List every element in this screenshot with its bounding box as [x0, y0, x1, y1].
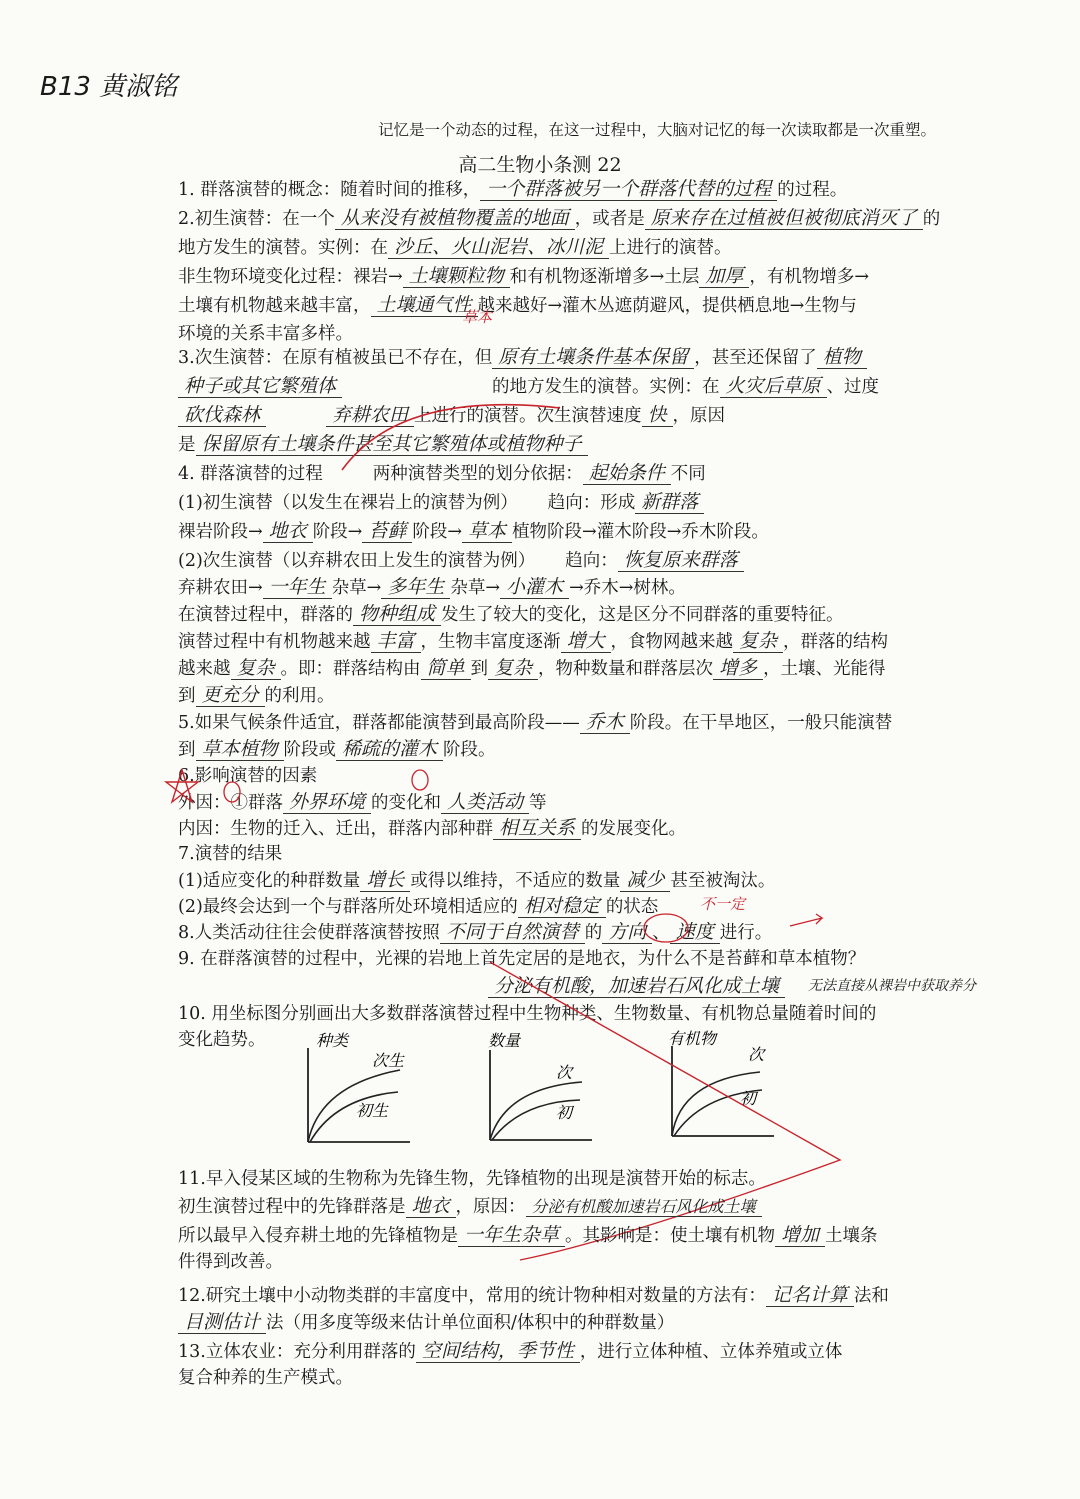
question-13-line-1: 13.立体农业：充分利用群落的 空间结构，季节性 ，进行立体种植、立体养殖或立体 — [178, 1340, 843, 1362]
question-3-line-3: 砍伐森林 弃耕农田 上进行的演替。次生演替速度 快 ，原因 — [178, 404, 725, 427]
question-4-line-7: 演替过程中有机物越来越 丰富 ，生物丰富度逐渐 增大 ，食物网越来越 复杂 ，群落的结构 — [178, 630, 889, 652]
answer-blank: 分泌有机酸加速岩石风化成土壤 — [526, 1197, 762, 1217]
answer-blank: 起始条件 — [583, 462, 671, 485]
answer-blank: 相互关系 — [493, 817, 581, 840]
answer-blank: 更充分 — [196, 684, 265, 707]
answer-blank: 相对稳定 — [518, 895, 606, 918]
answer-blank: 一个群落被另一个群落代替的过程 — [480, 178, 777, 201]
question-1: 1. 群落演替的概念：随着时间的推移， 一个群落被另一个群落代替的过程 的过程。 — [178, 178, 848, 200]
answer-blank: 丰富 — [371, 630, 421, 653]
header-quote: 记忆是一个动态的过程，在这一过程中，大脑对记忆的每一次读取都是一次重塑。 — [378, 121, 937, 139]
question-4-line-3: 裸岩阶段→ 地衣 阶段→ 苔藓 阶段→ 草本 植物阶段→灌木阶段→乔木阶段。 — [178, 520, 769, 542]
handwritten-signature: B13 黄淑铭 — [40, 72, 178, 102]
question-3-line-2: 种子或其它繁殖体 的地方发生的演替。实例：在 火灾后草原 、过度 — [178, 375, 879, 398]
answer-blank: 小灌木 — [500, 576, 569, 599]
answer-blank: 复杂 — [488, 657, 538, 680]
arrow-icon — [790, 914, 822, 926]
red-check-stroke — [342, 405, 560, 470]
y-label: 数量 — [488, 1031, 521, 1050]
red-note-herb: 草本 — [462, 308, 493, 326]
upper-label: 次 — [556, 1063, 573, 1082]
question-8: 8.人类活动往往会使群落演替按照 不同于自然演替 的 方向 、 速度 进行。 — [178, 921, 773, 943]
circle-mark-icon — [224, 782, 240, 802]
answer-blank: 乔木 — [580, 711, 630, 734]
lower-label: 初 — [556, 1103, 573, 1122]
answer-blank: 地衣 — [406, 1195, 456, 1218]
star-mark-icon — [166, 770, 198, 802]
answer-blank: 方向 — [602, 921, 652, 944]
answer-blank: 原来存在过植被但被彻底消灭了 — [645, 207, 923, 230]
answer-blank: 增大 — [561, 630, 611, 653]
question-7-heading: 7.演替的结果 — [178, 844, 283, 864]
question-5-line-1: 5.如果气候条件适宜，群落都能演替到最高阶段—— 乔木 阶段。在干旱地区，一般只能演替 — [178, 711, 893, 733]
answer-blank: 减少 — [620, 869, 670, 892]
answer-blank: 记名计算 — [766, 1284, 854, 1307]
answer-blank: 增加 — [775, 1224, 825, 1247]
question-2-line-2: 地方发生的演替。实例：在 沙丘、火山泥岩、冰川泥 上进行的演替。 — [178, 236, 732, 258]
red-note-not-necessarily: 不一定 — [700, 895, 746, 913]
answer-blank: 简单 — [421, 657, 471, 680]
question-9: 9. 在群落演替的过程中，光裸的岩地上首先定居的是地衣，为什么不是苔藓和草本植物？ — [178, 949, 866, 969]
question-4-line-8: 越来越 复杂 。即：群落结构由 简单 到 复杂 ，物种数量和群落层次 增多 ，土壤、光能得 — [178, 657, 886, 679]
question-6-line-2: 内因：生物的迁入、迁出，群落内部种群 相互关系 的发展变化。 — [178, 817, 687, 839]
answer-blank: 植物 — [817, 346, 867, 369]
answer-blank: 复杂 — [231, 657, 281, 680]
answer-blank: 恢复原来群落 — [618, 549, 744, 572]
answer-blank: 物种组成 — [353, 603, 441, 626]
question-11-line-1: 11.早入侵某区域的生物称为先锋生物，先锋植物的出现是演替开始的标志。 — [178, 1169, 766, 1189]
question-2-line-4: 土壤有机物越来越丰富， 土壤通气性 越来越好→灌木丛遮荫避风，提供栖息地→生物与 — [178, 294, 857, 316]
question-2-line-5: 环境的关系丰富多样。 — [178, 324, 353, 344]
question-4-line-1: 4. 群落演替的过程 两种演替类型的划分依据： 起始条件 不同 — [178, 462, 706, 484]
answer-blank: 土壤通气性 — [371, 294, 478, 317]
lower-label: 初 — [740, 1089, 757, 1108]
answer-blank: 复杂 — [733, 630, 783, 653]
answer-blank: 从来没有被植物覆盖的地面 — [335, 207, 575, 230]
answer-blank: 土壤颗粒物 — [403, 265, 510, 288]
question-7-line-2: (2)最终会达到一个与群落所处环境相适应的 相对稳定 的状态 — [178, 895, 659, 917]
y-label: 种类 — [316, 1031, 349, 1050]
handwritten-note: 无法直接从裸岩中获取养分 — [808, 978, 976, 994]
question-11-line-3: 所以最早入侵弃耕土地的先锋植物是 一年生杂草 。其影响是：使土壤有机物 增加 土壤条 — [178, 1224, 878, 1246]
answer-blank: 砍伐森林 — [178, 404, 266, 427]
question-4-line-6: 在演替过程中，群落的 物种组成 发生了较大的变化，这是区分不同群落的重要特征。 — [178, 603, 844, 625]
graph-organic-matter — [668, 1029, 774, 1136]
answer-blank: 多年生 — [381, 576, 450, 599]
answer-blank: 加厚 — [699, 265, 749, 288]
page-title: 高二生物小条测 22 — [458, 154, 622, 176]
answer-blank: 弃耕农田 — [326, 404, 414, 427]
question-5-line-2: 到 草本植物 阶段或 稀疏的灌木 阶段。 — [178, 738, 496, 760]
question-11-line-2: 初生演替过程中的先锋群落是 地衣 ，原因： 分泌有机酸加速岩石风化成土壤 — [178, 1195, 762, 1218]
question-10-line-1: 10. 用坐标图分别画出大多数群落演替过程中生物种类、生物数量、有机物总量随着时间的 — [178, 1004, 877, 1024]
question-10-line-2: 变化趋势。 — [178, 1030, 266, 1050]
question-3-line-1: 3.次生演替：在原有植被虽已不存在，但 原有土壤条件基本保留 ，甚至还保留了 植物 — [178, 346, 867, 369]
answer-blank: 外界环境 — [283, 791, 371, 814]
question-6-line-1: 外因：①群落 外界环境 的变化和 人类活动 等 — [178, 791, 547, 813]
answer-blank: 种子或其它繁殖体 — [178, 375, 342, 398]
answer-blank: 空间结构，季节性 — [416, 1340, 580, 1363]
answer-blank: 分泌有机酸，加速岩石风化成土壤 — [488, 975, 785, 998]
question-2-line-3: 非生物环境变化过程：裸岩→ 土壤颗粒物 和有机物逐渐增多→土层 加厚 ，有机物增多→ — [178, 265, 870, 287]
question-6-heading: 6.影响演替的因素 — [178, 766, 318, 786]
y-label: 有机物 — [668, 1029, 717, 1048]
question-2-line-1: 2.初生演替：在一个 从来没有被植物覆盖的地面 ，或者是 原来存在过植被但被彻底消灭了 的 — [178, 207, 941, 229]
lower-label: 初生 — [356, 1101, 389, 1120]
answer-blank: 稀疏的灌木 — [336, 738, 443, 761]
answer-blank: 地衣 — [263, 520, 313, 543]
upper-label: 次 — [748, 1045, 765, 1064]
answer-blank: 草本植物 — [196, 738, 284, 761]
answer-blank: 苔藓 — [362, 520, 412, 543]
question-3-line-4: 是 保留原有土壤条件甚至其它繁殖体或植物种子 — [178, 433, 588, 456]
question-12-line-2: 目测估计 法（用多度等级来估计单位面积/体积中的种群数量） — [178, 1311, 674, 1334]
answer-blank: 草本 — [462, 520, 512, 543]
question-4-line-2: (1)初生演替（以发生在裸岩上的演替为例） 趋向：形成 新群落 — [178, 491, 704, 514]
question-13-line-2: 复合种养的生产模式。 — [178, 1368, 353, 1388]
answer-blank: 人类活动 — [441, 791, 529, 814]
graph-species — [308, 1031, 410, 1142]
question-4-line-9: 到 更充分 的利用。 — [178, 684, 335, 706]
answer-blank: 增长 — [360, 869, 410, 892]
question-4-line-5: 弃耕农田→ 一年生 杂草→ 多年生 杂草→ 小灌木 →乔木→树林。 — [178, 576, 686, 598]
question-4-line-4: (2)次生演替（以弃耕农田上发生的演替为例） 趋向： 恢复原来群落 — [178, 549, 744, 572]
question-11-line-4: 件得到改善。 — [178, 1252, 283, 1272]
answer-blank: 不同于自然演替 — [440, 921, 585, 944]
answer-blank: 一年生 — [263, 576, 332, 599]
question-7-line-1: (1)适应变化的种群数量 增长 或得以维持，不适应的数量 减少 甚至被淘汰。 — [178, 869, 776, 891]
answer-blank: 新群落 — [635, 491, 704, 514]
answer-blank: 快 — [642, 404, 673, 427]
graph-quantity — [488, 1031, 592, 1140]
circle-mark-icon — [644, 914, 688, 942]
circle-mark-icon — [412, 770, 428, 790]
answer-blank: 目测估计 — [178, 1311, 266, 1334]
answer-blank: 一年生杂草 — [458, 1224, 565, 1247]
answer-blank: 速度 — [670, 921, 720, 944]
answer-blank: 原有土壤条件基本保留 — [492, 346, 694, 369]
upper-label: 次生 — [372, 1051, 405, 1070]
answer-blank: 火灾后草原 — [720, 375, 827, 398]
question-12-line-1: 12.研究土壤中小动物类群的丰富度中，常用的统计物种相对数量的方法有： 记名计算 法和 — [178, 1284, 889, 1306]
answer-blank: 沙丘、火山泥岩、冰川泥 — [388, 236, 609, 259]
answer-blank: 增多 — [713, 657, 763, 680]
answer-blank: 保留原有土壤条件甚至其它繁殖体或植物种子 — [196, 433, 588, 456]
